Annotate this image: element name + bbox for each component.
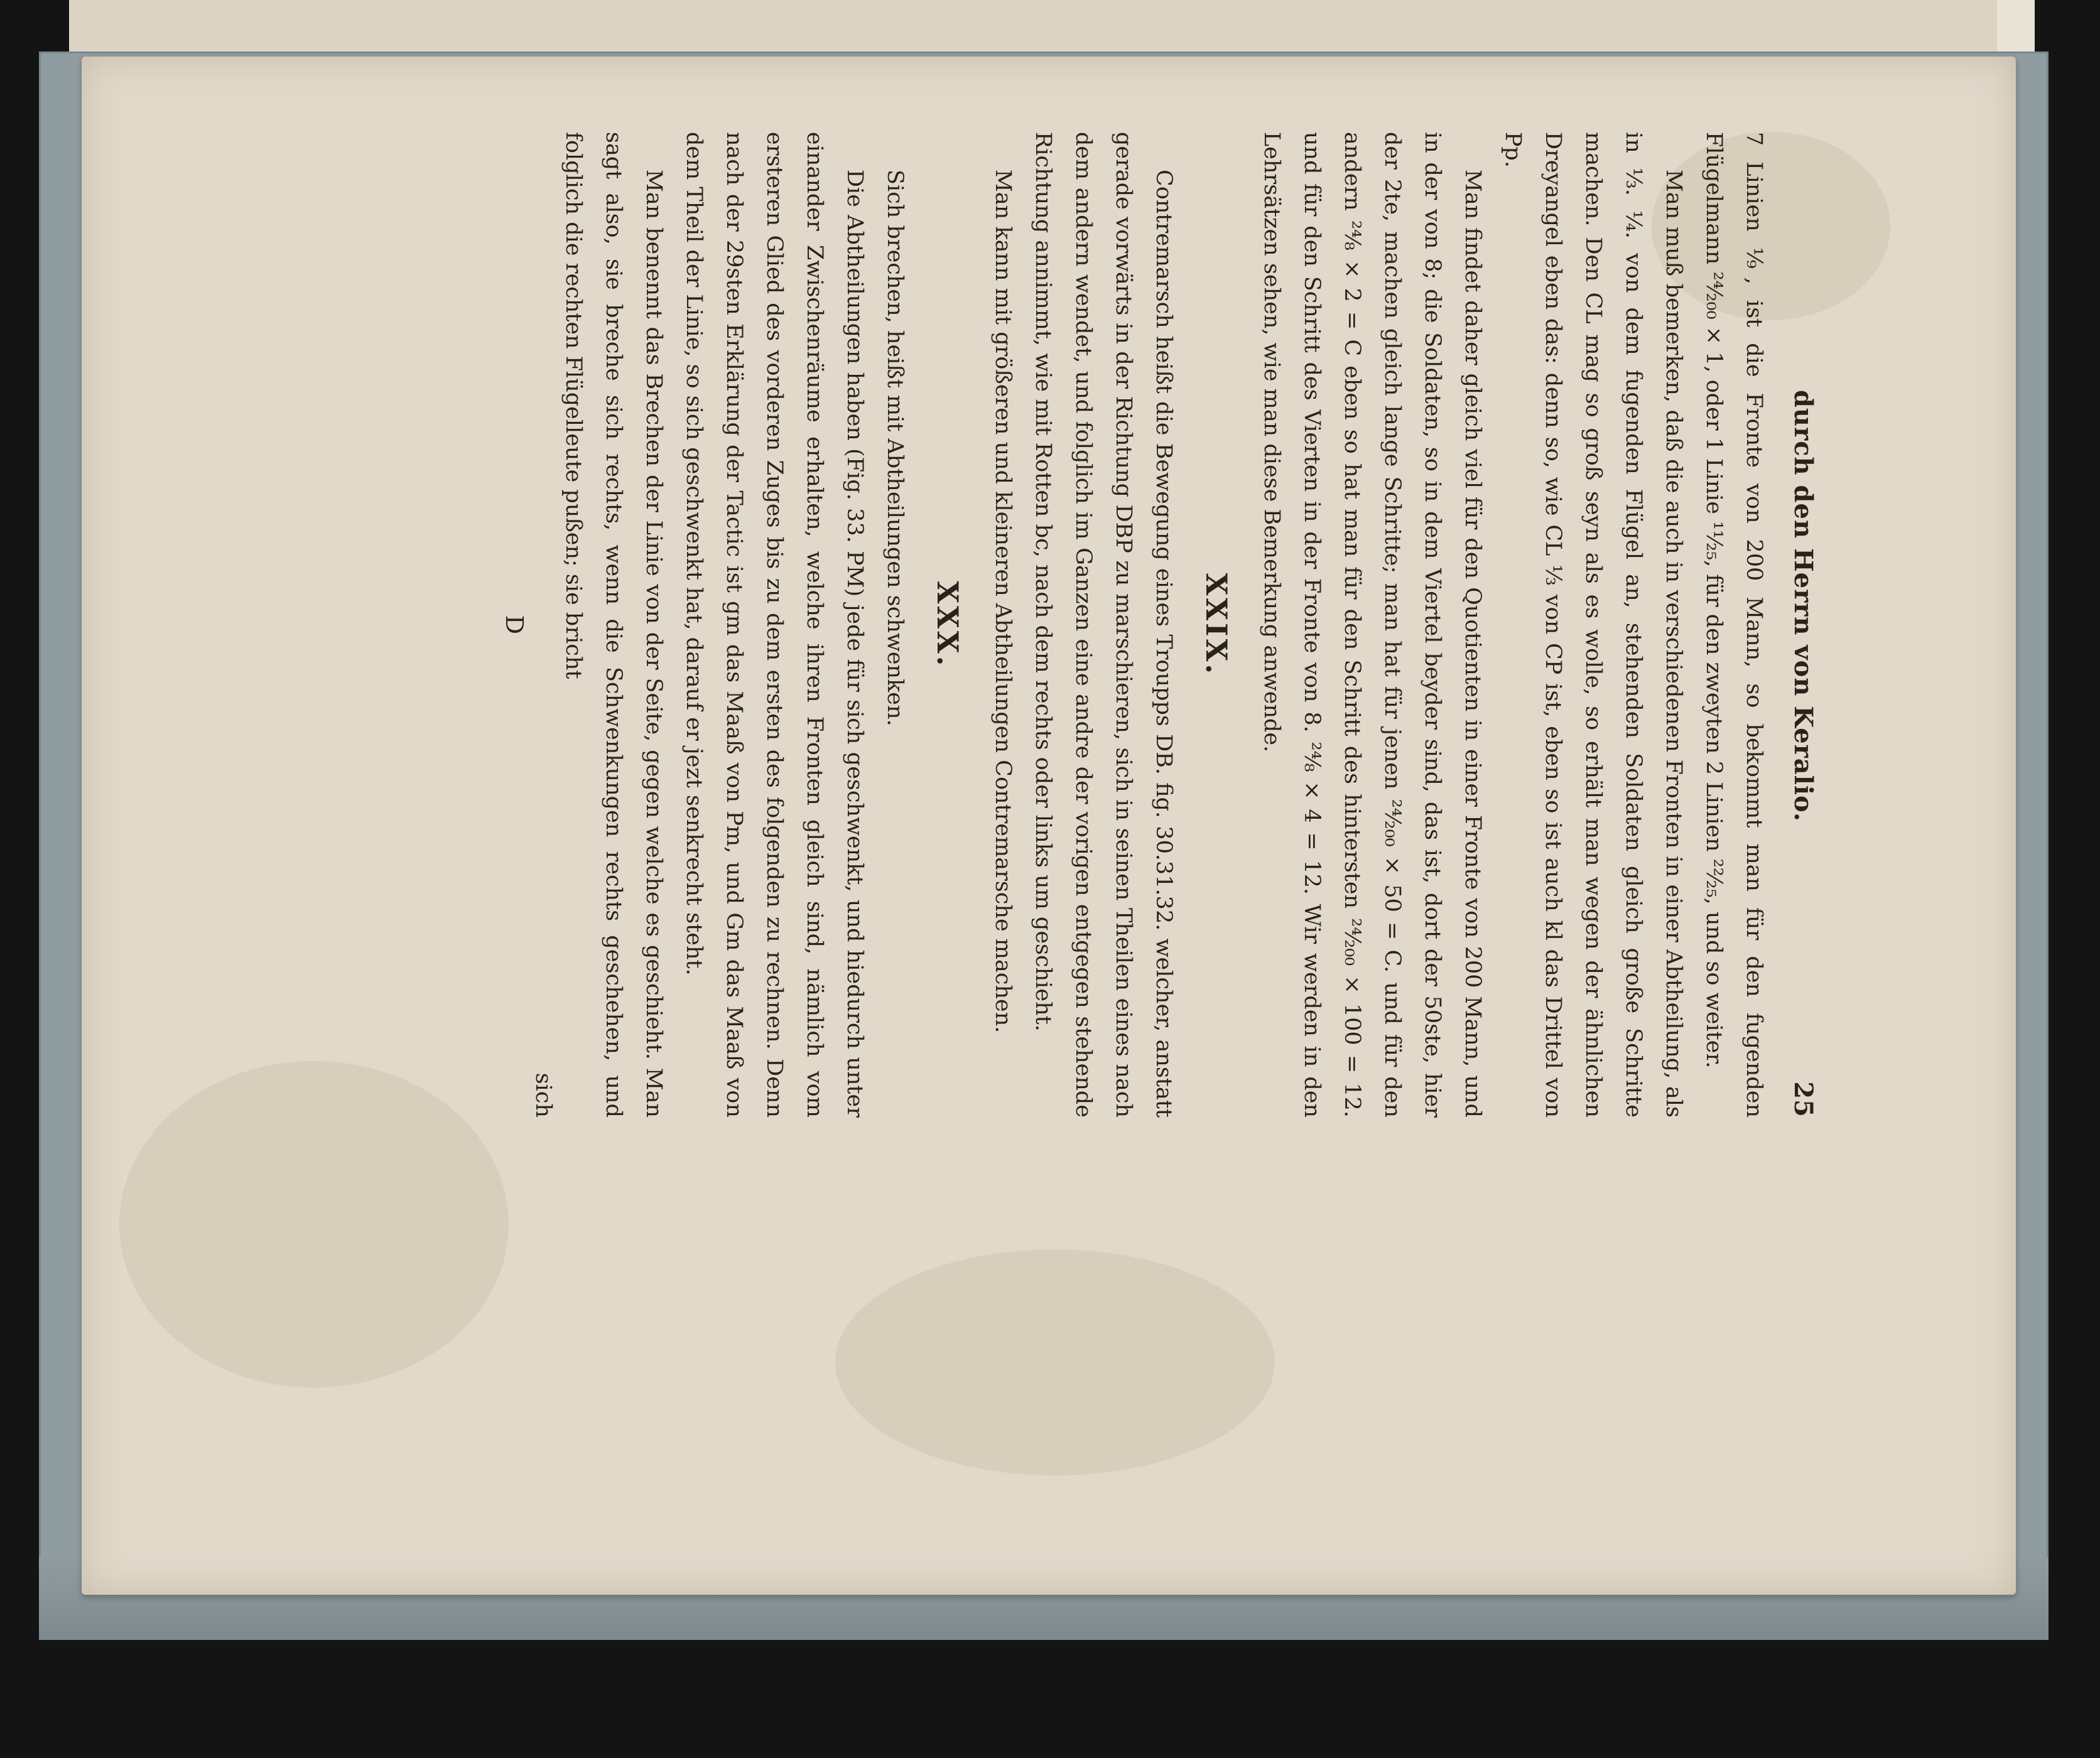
paragraph: Man findet daher gleich viel für den Quotienten in einer Fronte von 200 Mann, und in der von 8; die Soldaten, so in dem Viertel beyder sind, das ist, dort der 50ste, hier der 2te, machen gleich lange Schritte; man hat für jenen ²⁴⁄₂₀₀ × 50 = C. und für den andern ²⁴⁄₈ × 2 = C eben so hat man für den Schritt des hintersten ²⁴⁄₂₀₀ × 100 = 12. und für den Schritt des Vierten in der Fronte von 8. ²⁴⁄₈ × 4 = 12. Wir werden in den Lehrsätzen sehen, wie man diese Bemerkung anwende. — [1259, 132, 1485, 1118]
paragraph: 7 Linien ⅑, ist die Fronte von 200 Mann, so bekommt man für den fugenden Flügelmann ²⁴⁄₂₀₀ × 1, oder 1 Linie ¹¹⁄₂₅, für den zweyten 2 Linien ²²⁄₂₅, und so weiter. — [1701, 132, 1767, 1118]
signature-mark: D — [501, 615, 528, 635]
section-heading-xxx: XXX. — [931, 581, 965, 669]
catchword: sich — [531, 1072, 556, 1118]
paragraph: Man kann mit größeren und kleineren Abtheilungen Contremarsche machen. — [990, 170, 1015, 1033]
page-number: 25 — [1789, 1081, 1818, 1118]
paragraph: Man benennt das Brechen der Linie von der Seite, gegen welche es geschieht. Man sagt also, sie breche sich rechts, wenn die Schwenkungen rechts geschehen, und folglich die rechten Flügelleute pußen; sie bricht — [561, 132, 666, 1118]
running-head: durch den Herrn von Keralio. — [1789, 390, 1818, 822]
paragraph: Die Abtheilungen haben (Fig. 33. PM) jede für sich geschwenkt, und hiedurch unter einander Zwischenräume erhalten, welche ihren Fronten gleich sind, nämlich vom ersteren Glied des vorderen Zuges bis zu dem ersten des folgenden zu rechnen. Denn nach der 29sten Erklärung der Tactic ist gm das Maaß von Pm, und Gm das Maaß von dem Theil der Linie, so sich geschwenkt hat, darauf er jezt senkrecht steht. — [681, 132, 867, 1118]
paper-stain — [119, 1061, 509, 1388]
section-heading-xxix: XXIX. — [1199, 573, 1233, 677]
paragraph: Contremarsch heißt die Bewegung eines Troupps DB. fig. 30.31.32. welcher, anstatt gerade vorwärts in der Richtung DBP zu marschieren, sich in seinen Theilen eines nach dem andern wendet, und folglich im Ganzen eine andre der vorigen entgegen stehende Richtung annimmt, wie mit Rotten bc, nach dem rechts oder links um geschieht. — [1031, 132, 1176, 1118]
page-header — [1774, 132, 1818, 1118]
page-text-area — [501, 132, 1818, 1118]
paragraph: Man muß bemerken, daß die auch in verschiedenen Fronten in einer Abtheilung, als in ⅓. ¼. von dem fugenden Flügel an, stehenden Soldaten gleich große Schritte machen. Den CL mag so groß seyn als es wolle, so erhält man wegen der ähnlichen Dreyangel eben das: denn so, wie CL ⅓ von CP ist, eben so ist auch kl das Drittel von Pp. — [1500, 132, 1686, 1118]
paragraph: Sich brechen, heißt mit Abtheilungen schwenken. — [882, 170, 907, 726]
paper-stain — [835, 1249, 1275, 1475]
body-text — [553, 132, 1774, 1118]
